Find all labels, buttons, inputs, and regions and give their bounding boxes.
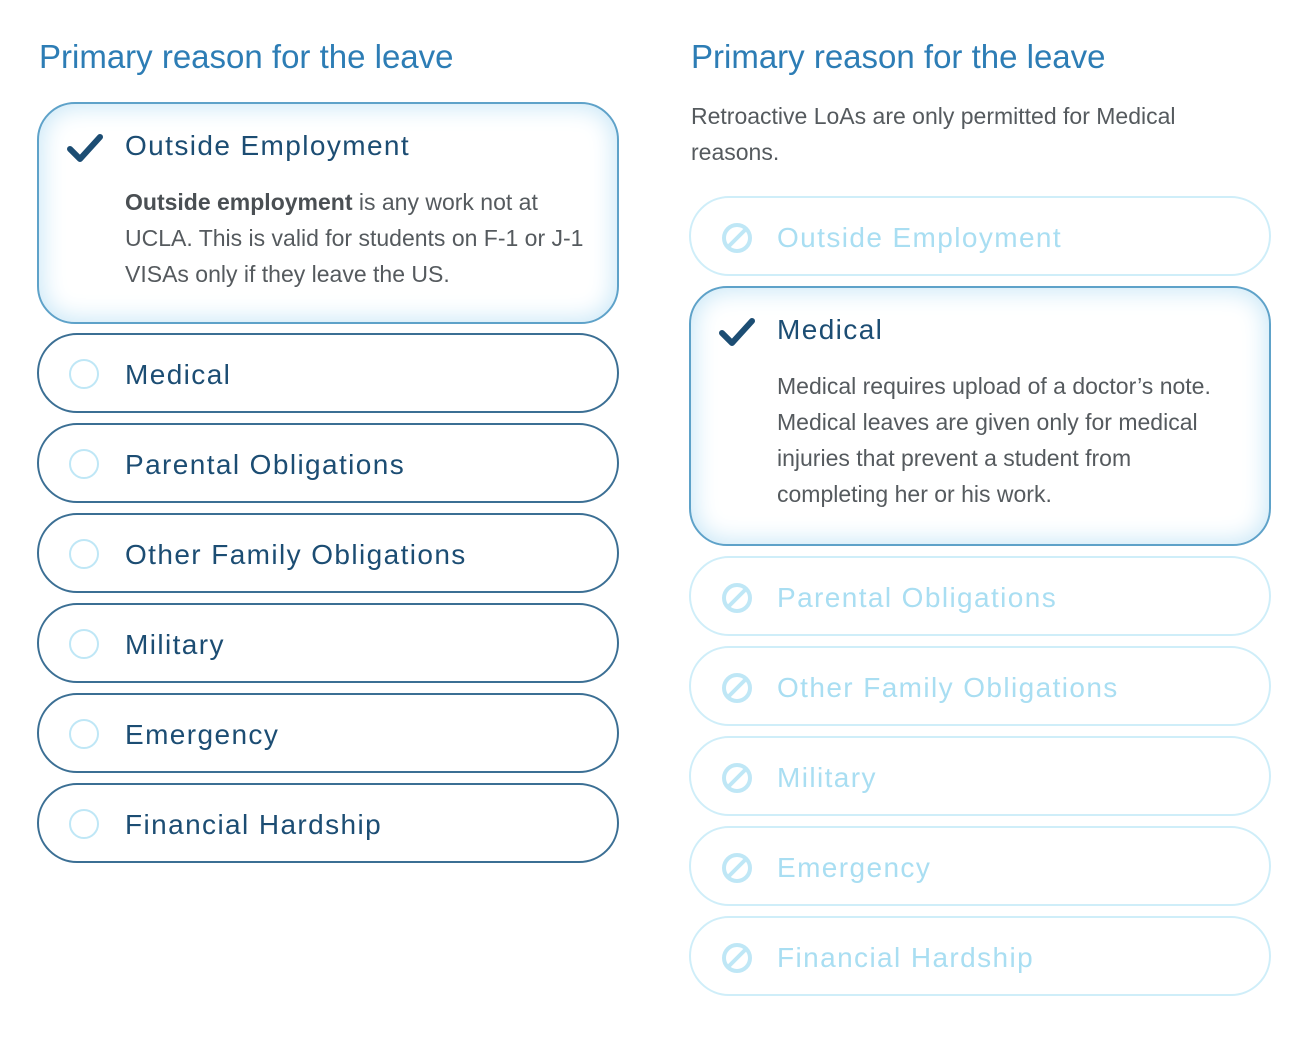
option-label: Other Family Obligations	[125, 539, 467, 570]
option-description: Medical requires upload of a doctor’s note. Medical leaves are given only for medical injuries that prevent a student from completing her or his work.	[777, 373, 1211, 507]
option-military[interactable]	[37, 603, 619, 683]
radio-circle-icon	[69, 359, 99, 389]
disabled-slash-icon	[719, 670, 755, 706]
disabled-slash-icon	[719, 580, 755, 616]
option-financial-hardship[interactable]	[37, 783, 619, 863]
section-heading: Primary reason for the leave	[39, 38, 454, 75]
disabled-slash-icon	[719, 940, 755, 976]
option-label: Financial Hardship	[777, 942, 1035, 973]
option-outside-employment-disabled	[689, 196, 1271, 276]
option-label: Medical	[777, 314, 884, 345]
option-medical[interactable]	[37, 333, 619, 413]
disabled-slash-icon	[719, 850, 755, 886]
checkmark-icon	[719, 314, 755, 350]
retroactive-note: Retroactive LoAs are only permitted for Medical reasons.	[691, 103, 1176, 165]
option-label: Outside Employment	[777, 222, 1063, 253]
radio-circle-icon	[69, 629, 99, 659]
section-heading: Primary reason for the leave	[691, 38, 1106, 75]
option-parental-obligations-disabled	[689, 556, 1271, 636]
radio-circle-icon	[69, 449, 99, 479]
option-financial-hardship-disabled	[689, 916, 1271, 996]
disabled-slash-icon	[719, 220, 755, 256]
option-label: Military	[125, 629, 225, 660]
option-military-disabled	[689, 736, 1271, 816]
checkmark-icon	[67, 130, 103, 166]
reason-options	[37, 0, 619, 1040]
option-label: Outside Employment	[125, 130, 411, 161]
option-label: Parental Obligations	[777, 582, 1058, 613]
radio-circle-icon	[69, 539, 99, 569]
reason-options	[689, 0, 1271, 1040]
option-label: Emergency	[125, 719, 280, 750]
option-label: Medical	[125, 359, 232, 390]
option-emergency-disabled	[689, 826, 1271, 906]
radio-circle-icon	[69, 719, 99, 749]
option-label: Financial Hardship	[125, 809, 383, 840]
option-label: Parental Obligations	[125, 449, 406, 480]
radio-circle-icon	[69, 809, 99, 839]
option-parental-obligations[interactable]	[37, 423, 619, 503]
option-label: Other Family Obligations	[777, 672, 1119, 703]
option-emergency[interactable]	[37, 693, 619, 773]
option-label: Military	[777, 762, 877, 793]
option-outside-employment[interactable]	[37, 102, 619, 324]
option-medical[interactable]	[689, 286, 1271, 546]
description-text: is any work not at UCLA. This is valid for students on F-1 or J-1 VISAs only if they leave the US.	[125, 189, 584, 287]
disabled-slash-icon	[719, 760, 755, 796]
option-other-family-obligations[interactable]	[37, 513, 619, 593]
option-description	[125, 184, 595, 292]
option-other-family-obligations-disabled	[689, 646, 1271, 726]
description-term: Outside employment	[125, 189, 353, 215]
option-label: Emergency	[777, 852, 932, 883]
